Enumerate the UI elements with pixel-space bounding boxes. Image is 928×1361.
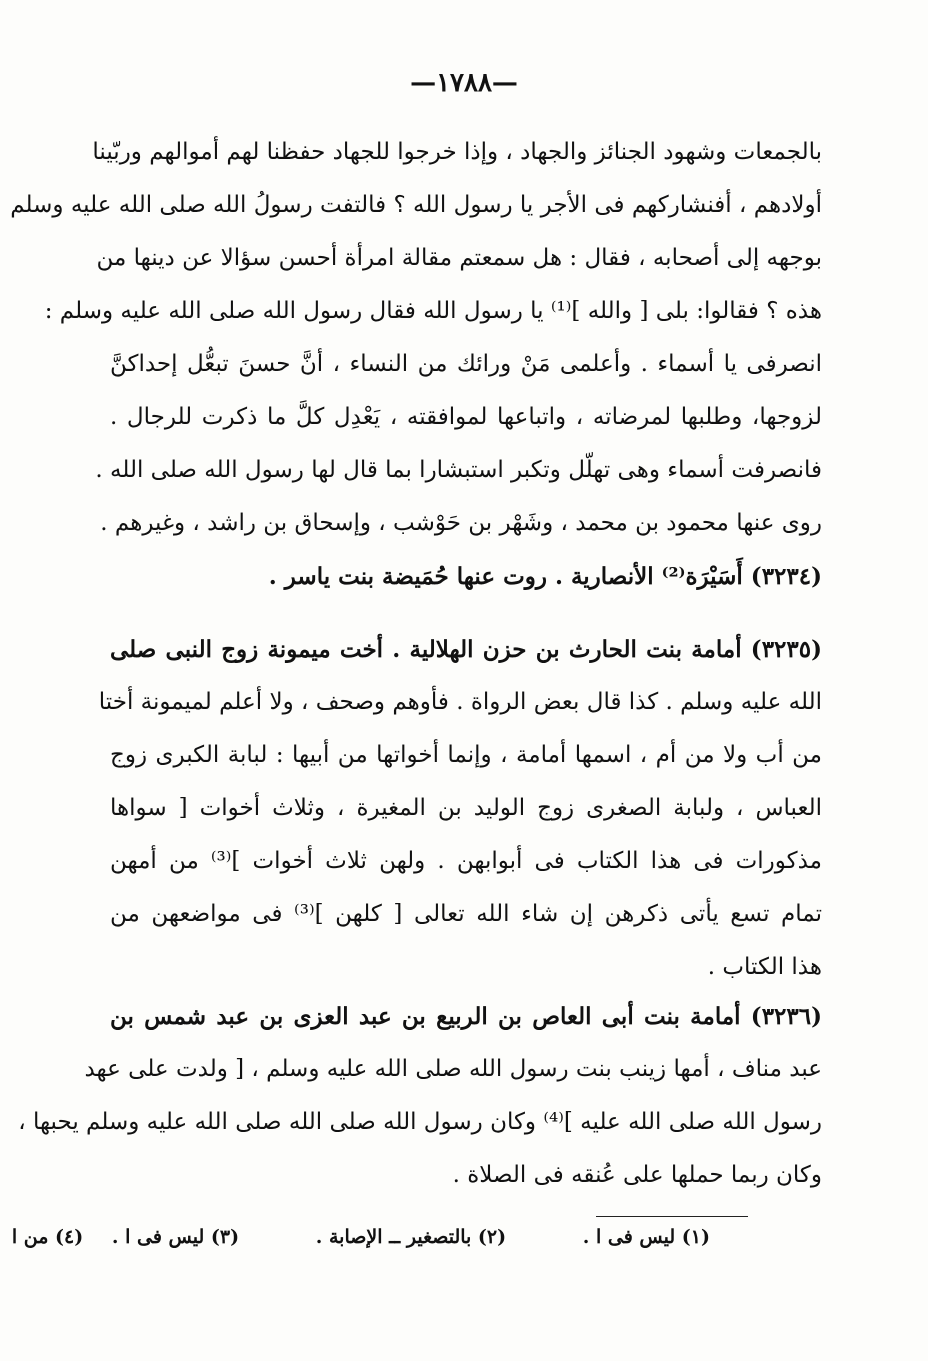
text-line: مذكورات فى هذا الكتاب فى أبوابهن . ولهن ثلاث أخوات ]⁽³⁾ من أمهن — [110, 848, 823, 874]
footnotes — [11, 1226, 710, 1248]
text-line: العباس ، ولبابة الصغرى زوج الوليد بن المغيرة ، وثلاث أخوات [ سواها — [110, 795, 822, 821]
text-line: (٣٢٣٥) أمامة بنت الحارث بن حزن الهلالية . أخت ميمونة زوج النبى صلى — [110, 636, 822, 663]
entry-3234: (٣٢٣٤) أَسَيْرَة⁽²⁾ الأنصارية . روت عنها حُمَيضة بنت ياسر . — [268, 563, 822, 590]
text-line: هذا الكتاب . — [707, 954, 822, 980]
page-number: —١٧٨٨— — [410, 68, 518, 98]
text-line: من أب ولا من أم ، اسمها أمامة ، وإنما أخواتها من أبيها : لبابة الكبرى زوج — [110, 742, 822, 768]
text-line: هذه ؟ فقالوا: بلى [ والله ]⁽¹⁾ يا رسول الله فقال رسول الله صلى الله عليه وسلم : — [44, 298, 822, 324]
text-line: (٣٢٣٦) أمامة بنت أبى العاص بن الربيع بن عبد العزى بن عبد شمس بن — [110, 1003, 822, 1030]
text-line: لزوجها، وطلبها لمرضاته ، واتباعها لموافقته ، يَعْدِل كلَّ ما ذكرت للرجال . — [110, 404, 822, 430]
text-line: بوجهه إلى أصحابه ، فقال : هل سمعتم مقالة امرأة أحسن سؤالا عن دينها من — [96, 245, 822, 271]
text-line: رسول الله صلى الله عليه ]⁽⁴⁾ وكان رسول الله صلى الله صلى الله عليه وسلم يحبها ، — [18, 1109, 822, 1135]
entry-3235 — [98, 623, 823, 994]
footnote-1: (١) ليس فى ا . — [582, 1226, 710, 1248]
footnote-divider — [596, 1216, 748, 1217]
text-line: روى عنها محمود بن محمد ، وشَهْر بن حَوْشب ، وإسحاق بن راشد ، وغيرهم . — [100, 510, 822, 536]
text-line: وكان ربما حملها على عُنقه فى الصلاة . — [452, 1162, 822, 1188]
paragraph-asmaa — [10, 126, 822, 603]
text-line: بالجمعات وشهود الجنائز والجهاد ، وإذا خرجوا للجهاد حفظنا لهم أموالهم وربّينا — [92, 139, 822, 165]
text-line: انصرفى يا أسماء . وأعلمى مَنْ ورائك من النساء ، أنَّ حسنَ تبعُّل إحداكنَّ — [110, 351, 822, 377]
footnote-2: (٢) بالتصغير ــ الإصابة . — [315, 1226, 507, 1248]
footnote-3: (٣) ليس فى ا . — [111, 1226, 240, 1248]
entry-3236 — [18, 990, 822, 1202]
text-line: الله عليه وسلم . كذا قال بعض الرواة . فأوهم وصحف ، ولا أعلم لميمونة أختا — [98, 689, 822, 715]
footnote-4: (٤) من ا — [11, 1226, 84, 1248]
text-line: عبد مناف ، أمها زينب بنت رسول الله صلى الله عليه وسلم ، [ ولدت على عهد — [84, 1056, 822, 1082]
text-line: أولادهم ، أفنشاركهم فى الأجر يا رسول الله ؟ فالتفت رسولُ الله صلى الله عليه وسلم — [10, 192, 822, 218]
text-line: فانصرفت أسماء وهى تهلّل وتكبر استبشارا بما قال لها رسول الله صلى الله . — [95, 457, 822, 483]
text-line: تمام تسع يأتى ذكرهن إن شاء الله تعالى [ كلهن ]⁽³⁾ فى مواضعهن من — [110, 901, 822, 927]
